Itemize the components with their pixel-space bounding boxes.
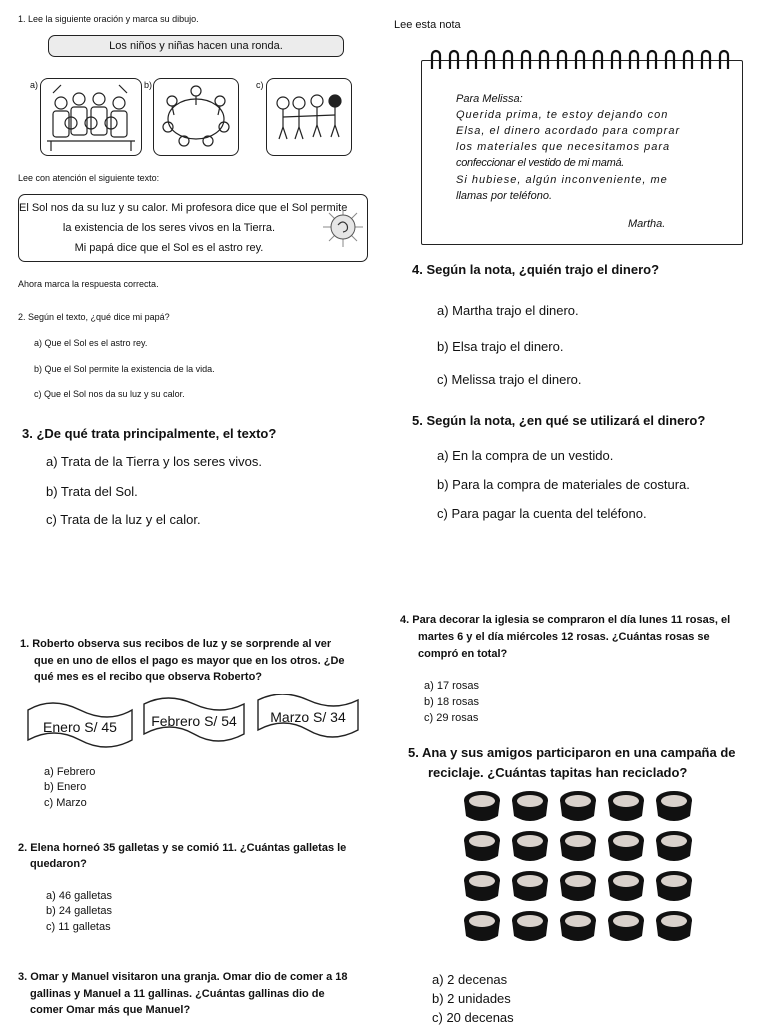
bottle-cap-icon: [464, 871, 500, 901]
br-q5-line-2: reciclaje. ¿Cuántas tapitas han reciclado?: [428, 765, 688, 780]
receipt-marzo: Marzo S/ 34: [270, 709, 346, 725]
text-line-3: Mi papá dice que el Sol es el astro rey.: [74, 242, 264, 254]
q2-question: 2. Según el texto, ¿qué dice mi papá?: [18, 312, 170, 322]
note-line-1: Querida prima, te estoy dejando con: [456, 109, 669, 121]
q2-option-b[interactable]: b) Que el Sol permite la existencia de la vida.: [34, 364, 215, 374]
bottle-cap-icon: [560, 871, 596, 901]
q1-option-b-label[interactable]: b): [144, 80, 153, 90]
bottle-cap-icon: [512, 831, 548, 861]
br-q5-line-1: 5. Ana y sus amigos participaron en una campaña de: [408, 745, 736, 760]
q1-picture-a[interactable]: [40, 78, 142, 156]
text-line-1: El Sol nos da su luz y su calor. Mi profesora dice que el Sol permite: [19, 202, 348, 214]
br-q5-option-b[interactable]: b) 2 unidades: [432, 991, 511, 1006]
q5-option-a[interactable]: a) En la compra de un vestido.: [437, 448, 614, 463]
q1-instruction: 1. Lee la siguiente oración y marca su dibujo.: [18, 14, 199, 24]
bottle-cap-icon: [512, 911, 548, 941]
bottle-cap-icon: [656, 911, 692, 941]
spiral-binding-icon: [422, 47, 742, 75]
q2-option-a[interactable]: a) Que el Sol es el astro rey.: [34, 338, 148, 348]
q4-option-a[interactable]: a) Martha trajo el dinero.: [437, 303, 579, 318]
bottle-cap-icon: [656, 791, 692, 821]
br-q5-option-a[interactable]: a) 2 decenas: [432, 972, 508, 987]
bottle-cap-icon: [512, 871, 548, 901]
q4-question: 4. Según la nota, ¿quién trajo el dinero?: [412, 262, 660, 277]
bottle-caps-grid: [458, 786, 698, 946]
mark-answer-label: Ahora marca la respuesta correcta.: [18, 279, 159, 289]
receipt-febrero: Febrero S/ 54: [151, 713, 237, 729]
q1-sentence: Los niños y niñas hacen una ronda.: [109, 40, 283, 52]
q5-option-c[interactable]: c) Para pagar la cuenta del teléfono.: [437, 506, 647, 521]
br-q4-option-a[interactable]: a) 17 rosas: [424, 680, 480, 692]
q5-question: 5. Según la nota, ¿en qué se utilizará el dinero?: [412, 413, 706, 428]
sun-text-box: [18, 194, 368, 262]
q3-option-b[interactable]: b) Trata del Sol.: [46, 484, 138, 499]
q3-option-c[interactable]: c) Trata de la luz y el calor.: [46, 512, 201, 527]
bl-q2-option-c[interactable]: c) 11 galletas: [46, 921, 111, 933]
bl-q2-option-a[interactable]: a) 46 galletas: [46, 890, 113, 902]
bl-q2-line-2: quedaron?: [30, 858, 87, 870]
read-note-label: Lee esta nota: [394, 19, 461, 31]
bottle-cap-icon: [512, 791, 548, 821]
bottle-cap-icon: [608, 831, 644, 861]
q1-option-c-label[interactable]: c): [256, 80, 264, 90]
q5-option-b[interactable]: b) Para la compra de materiales de costura.: [437, 477, 690, 492]
bottle-cap-icon: [560, 831, 596, 861]
bottle-cap-icon: [656, 831, 692, 861]
receipt-enero: Enero S/ 45: [43, 719, 117, 735]
bl-q3-line-3: comer Omar más que Manuel?: [30, 1004, 191, 1016]
children-sitting-image: [41, 79, 141, 155]
br-q4-line-1: 4. Para decorar la iglesia se compraron el día lunes 11 rosas, el: [400, 614, 731, 626]
q4-option-b[interactable]: b) Elsa trajo el dinero.: [437, 339, 564, 354]
bottle-cap-icon: [560, 911, 596, 941]
note-line-5: Si hubiese, algún inconveniente, me: [456, 174, 668, 186]
q2-option-c[interactable]: c) Que el Sol nos da su luz y su calor.: [34, 389, 185, 399]
bl-q3-line-2: gallinas y Manuel a 11 gallinas. ¿Cuántas gallinas dio de: [30, 988, 325, 1000]
br-q4-option-c[interactable]: c) 29 rosas: [424, 712, 479, 724]
bottle-cap-icon: [608, 911, 644, 941]
bottle-cap-icon: [656, 871, 692, 901]
q1-picture-c[interactable]: [266, 78, 352, 156]
bottle-cap-icon: [464, 791, 500, 821]
bottle-cap-icon: [464, 911, 500, 941]
children-line-image: [267, 79, 351, 155]
br-q5-option-c[interactable]: c) 20 decenas: [432, 1010, 514, 1025]
children-circle-image: [154, 79, 238, 155]
q1-sentence-box: [48, 35, 344, 57]
bl-q3-line-1: 3. Omar y Manuel visitaron una granja. Omar dio de comer a 18: [18, 971, 348, 983]
bottle-cap-icon: [560, 791, 596, 821]
bl-q2-line-1: 2. Elena horneó 35 galletas y se comió 11. ¿Cuántas galletas le: [18, 842, 347, 854]
bl-q1-line-2: que en uno de ellos el pago es mayor que en los otros. ¿De: [34, 655, 345, 667]
sun-icon: [321, 205, 365, 249]
note-card: [421, 60, 743, 245]
note-signature: Martha.: [628, 218, 666, 230]
bl-q1-line-1: 1. Roberto observa sus recibos de luz y se sorprende al ver: [20, 638, 332, 650]
bl-q1-option-b[interactable]: b) Enero: [44, 781, 87, 793]
note-line-2: Elsa, el dinero acordado para comprar: [456, 125, 681, 137]
q3-question: 3. ¿De qué trata principalmente, el texto?: [22, 426, 277, 441]
q1-picture-b[interactable]: [153, 78, 239, 156]
bottle-cap-icon: [608, 791, 644, 821]
text-line-2: la existencia de los seres vivos en la Tierra.: [62, 222, 276, 234]
br-q4-line-2: martes 6 y el día miércoles 12 rosas. ¿Cuántas rosas se: [418, 631, 710, 643]
bottle-cap-icon: [608, 871, 644, 901]
bottle-cap-icon: [464, 831, 500, 861]
note-line-3: los materiales que necesitamos para: [456, 141, 671, 153]
bl-q1-line-3: qué mes es el recibo que observa Roberto?: [34, 671, 263, 683]
br-q4-option-b[interactable]: b) 18 rosas: [424, 696, 480, 708]
q1-option-a-label[interactable]: a): [30, 80, 39, 90]
q3-option-a[interactable]: a) Trata de la Tierra y los seres vivos.: [46, 454, 263, 469]
bl-q1-option-c[interactable]: c) Marzo: [44, 797, 87, 809]
q4-option-c[interactable]: c) Melissa trajo el dinero.: [437, 372, 582, 387]
br-q4-line-3: compró en total?: [418, 648, 508, 660]
read-attention-label: Lee con atención el siguiente texto:: [18, 173, 160, 183]
bl-q1-option-a[interactable]: a) Febrero: [44, 766, 96, 778]
note-recipient: Para Melissa:: [456, 93, 523, 105]
note-line-6: llamas por teléfono.: [456, 190, 552, 202]
note-line-4: confeccionar el vestido de mi mamá.: [456, 157, 625, 169]
bl-q2-option-b[interactable]: b) 24 galletas: [46, 905, 113, 917]
